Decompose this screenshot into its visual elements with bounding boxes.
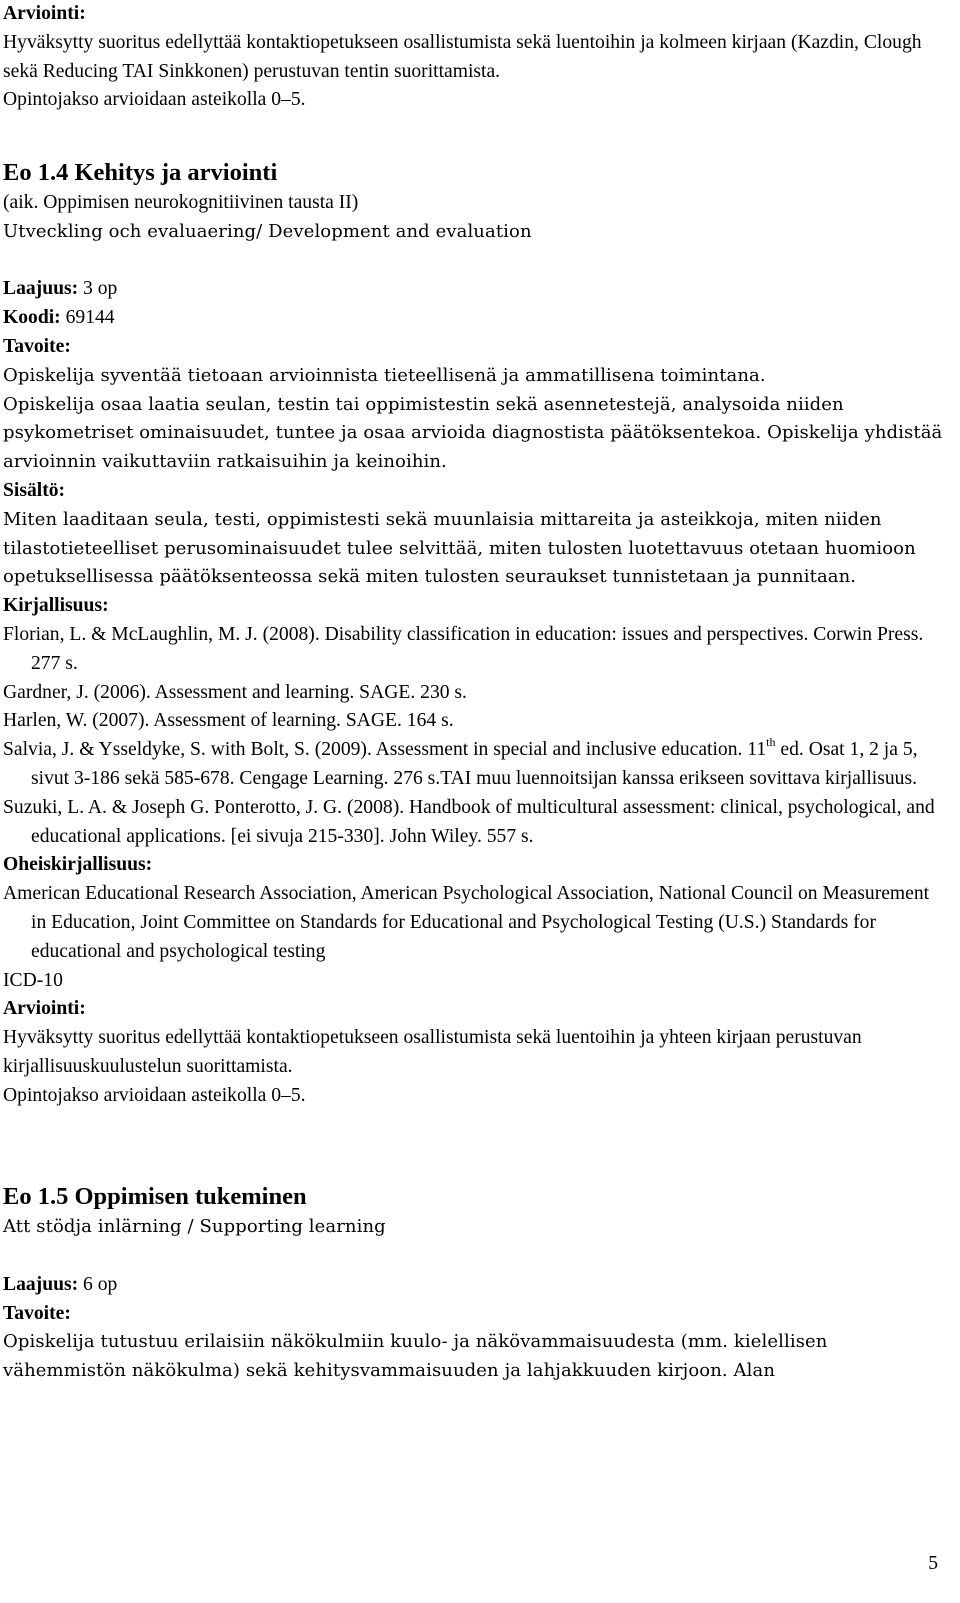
koodi-label: Koodi: <box>3 307 61 329</box>
oheis-reference: American Educational Research Association, American Psychological Association, National Council on Measurement in Education, Joint Committee on Standards for Educational and Psychological Testing (U.S.) Standards for educational and psychological testing <box>3 883 930 962</box>
arviointi-text: Hyväksytty suoritus edellyttää kontaktiopetukseen osallistumista sekä luentoihin ja kolmeen kirjaan (Kazdin, Clough sekä Reducing TAI Sinkkonen) perustuvan tentin suorittamista. <box>3 31 922 82</box>
course-translations: Utveckling och evaluaering/ Development and evaluation <box>3 220 532 242</box>
laajuus-row-1-5 <box>3 1271 943 1300</box>
icd-reference: ICD-10 <box>3 969 63 991</box>
tavoite-text-1: Opiskelija syventää tietoaan arvioinnista tieteellisenä ja ammatillisena toimintana. <box>3 364 766 386</box>
reference-item: Gardner, J. (2006). Assessment and learning. SAGE. 230 s. <box>3 681 467 703</box>
page-number: 5 <box>928 1553 938 1575</box>
laajuus-label-1-5: Laajuus: <box>3 1273 79 1295</box>
reference-item-suzuki: Suzuki, L. A. & Joseph G. Ponterotto, J. G. (2008). Handbook of multicultural assessment: clinical, psychological, and educational applications. [ei sivuja 215-330]. John Wiley. 557 s. <box>3 796 935 847</box>
laajuus-value: 3 op <box>78 278 118 300</box>
reference-item: Harlen, W. (2007). Assessment of learning. SAGE. 164 s. <box>3 710 454 732</box>
tavoite-text-2: Opiskelija osaa laatia seulan, testin tai oppimistestin sekä asennetestejä, analysoida niiden psykometriset ominaisuudet, tuntee ja osaa arvioida diagnostista päätöksentekoa. Opiskelija yhdistää arvioinnin vaikuttaviin ratkaisuihin ja keinoihin. <box>3 393 943 473</box>
kirjallisuus-label: Kirjallisuus: <box>3 595 109 617</box>
course-formerly-text: (aik. Oppimisen neurokognitiivinen tausta II) <box>3 191 359 213</box>
arviointi-text-2: Hyväksytty suoritus edellyttää kontaktiopetukseen osallistumista sekä luentoihin ja yhteen kirjaan perustuvan kirjallisuuskuulustelun suorittamista. <box>3 1027 862 1077</box>
tavoite-text-1-5: Opiskelija tutustuu erilaisiin näkökulmiin kuulo- ja näkövammaisuudesta (mm. kielellisen vähemmistön näkökulma) sekä kehitysvammaisuuden ja lahjakkuuden kirjoon. Alan <box>3 1331 828 1382</box>
sisalto-text: Miten laaditaan seula, testi, oppimistesti sekä muunlaisia mittareita ja asteikkoja, miten niiden tilastotieteelliset perusominaisuudet tulee selvittää, miten tulosten luotettavuus otetaan huomioon opetuksellisessa päätöksenteossa sekä miten tulosten seuraukset tunnistetaan ja punnitaan. <box>3 508 916 588</box>
course-translations-1-5: Att stödja inlärning / Supporting learning <box>3 1216 386 1238</box>
grading-scale-text: Opintojakso arvioidaan asteikolla 0–5. <box>3 89 306 111</box>
koodi-row <box>3 304 943 333</box>
laajuus-row <box>3 275 943 304</box>
arviointi-label: Arviointi: <box>3 3 86 24</box>
course-title-1-4: Eo 1.4 Kehitys ja arviointi <box>3 158 278 186</box>
course-title-1-5: Eo 1.5 Oppimisen tukeminen <box>3 1183 307 1211</box>
laajuus-label: Laajuus: <box>3 278 79 300</box>
salvia-ref-sup: th <box>766 735 776 750</box>
arviointi-label-2: Arviointi: <box>3 998 86 1020</box>
tavoite-label: Tavoite: <box>3 335 71 357</box>
koodi-value: 69144 <box>60 307 115 329</box>
grading-scale-text-2: Opintojakso arvioidaan asteikolla 0–5. <box>3 1084 306 1106</box>
reference-item: Florian, L. & McLaughlin, M. J. (2008). Disability classification in education: issues and perspectives. Corwin Press. 277 s. <box>3 623 924 674</box>
laajuus-value-1-5: 6 op <box>78 1273 118 1295</box>
oheiskirjallisuus-label: Oheiskirjallisuus: <box>3 854 153 876</box>
salvia-ref-end: ed. Osat 1, 2 ja 5, sivut 3-186 sekä 585-678. Cengage Learning. 276 s.TAI muu luennoitsijan kanssa erikseen sovittava kirjallisuus. <box>31 739 918 789</box>
salvia-ref-start: Salvia, J. & Ysseldyke, S. with Bolt, S. (2009). Assessment in special and inclusive education. 11 <box>3 739 767 761</box>
reference-item-salvia <box>3 736 943 794</box>
tavoite-label-1-5: Tavoite: <box>3 1302 71 1324</box>
sisalto-label: Sisältö: <box>3 479 66 501</box>
document-page <box>3 0 943 1386</box>
